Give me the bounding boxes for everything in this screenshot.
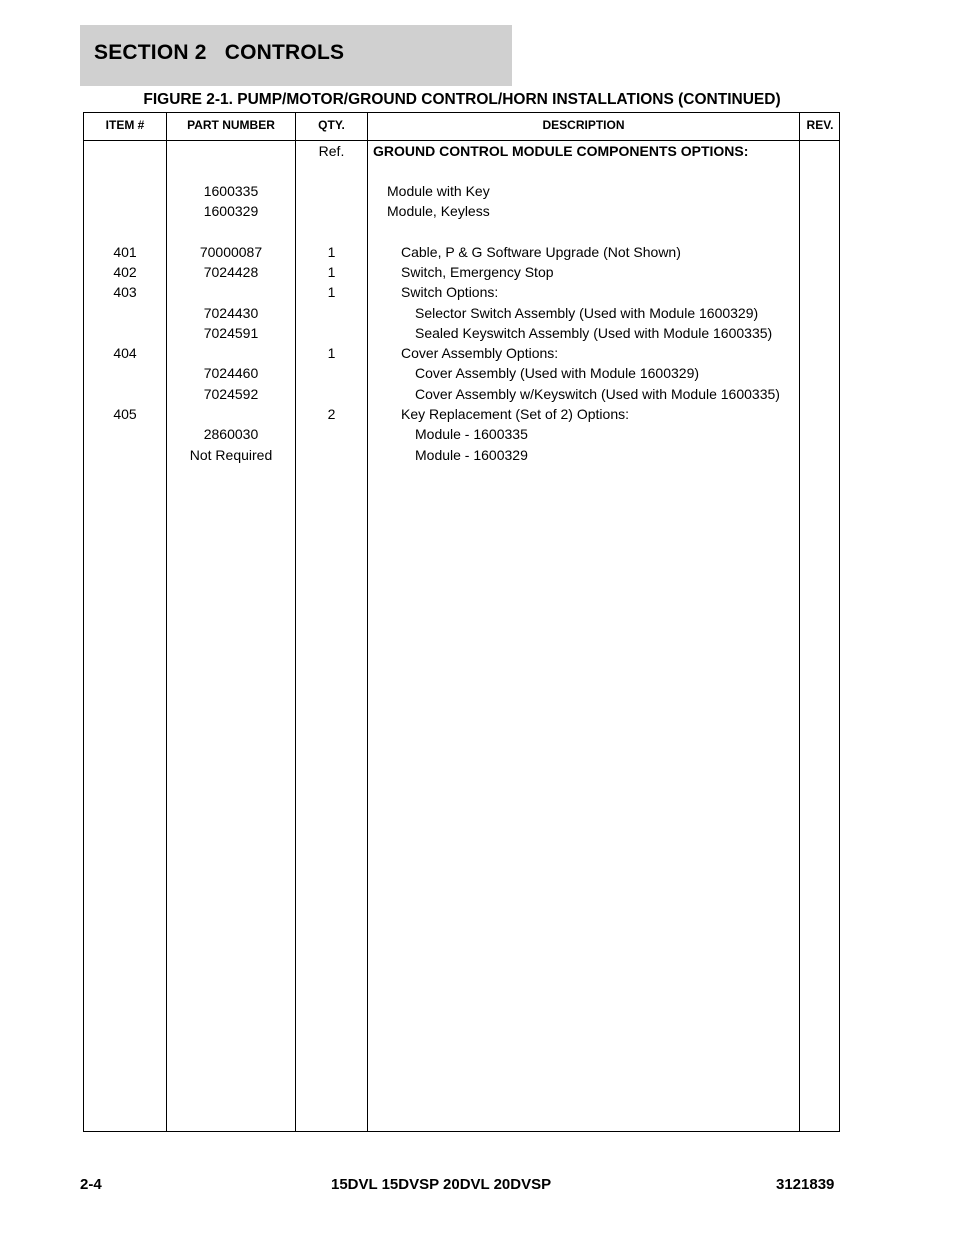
part-number-cell: 7024460 — [203, 365, 259, 381]
part-number-cell: 1600329 — [203, 203, 259, 219]
description-cell: Cover Assembly w/Keyswitch (Used with Module 1600335) — [415, 386, 780, 402]
model-list: 15DVL 15DVSP 20DVL 20DVSP — [331, 1176, 552, 1193]
description-cell: Module - 1600335 — [415, 426, 528, 442]
part-number-cell: 2860030 — [203, 426, 259, 442]
qty-cell: 2 — [327, 406, 336, 422]
part-number-cell: 7024592 — [203, 386, 259, 402]
page-number: 2-4 — [80, 1176, 102, 1193]
figure-title: FIGURE 2-1. PUMP/MOTOR/GROUND CONTROL/HORN INSTALLATIONS (CONTINUED) — [143, 91, 781, 108]
qty-cell: 1 — [327, 244, 336, 260]
section-title: SECTION 2 CONTROLS — [94, 41, 345, 64]
part-number-cell: 1600335 — [203, 183, 259, 199]
table-row — [84, 282, 839, 302]
item-cell: 402 — [113, 264, 137, 280]
table-row — [84, 445, 839, 465]
table-row — [84, 424, 839, 444]
description-cell: Module - 1600329 — [415, 447, 528, 463]
description-cell: Cover Assembly Options: — [401, 345, 559, 361]
qty-cell: 1 — [327, 284, 336, 300]
description-cell: Switch, Emergency Stop — [401, 264, 554, 280]
part-number-cell: 7024591 — [203, 325, 259, 341]
item-cell: 401 — [113, 244, 137, 260]
description-cell: Key Replacement (Set of 2) Options: — [401, 406, 629, 422]
table-row — [84, 141, 839, 161]
header-qty: QTY. — [318, 118, 345, 132]
description-cell: Switch Options: — [401, 284, 499, 300]
table-row — [84, 384, 839, 404]
qty-cell: 1 — [327, 264, 336, 280]
description-cell: Cable, P & G Software Upgrade (Not Shown) — [401, 244, 681, 260]
parts-table — [83, 112, 840, 1132]
document-number: 3121839 — [776, 1176, 835, 1193]
header-part-number: PART NUMBER — [187, 118, 275, 132]
qty-cell: Ref. — [318, 143, 345, 159]
table-row — [84, 181, 839, 201]
part-number-cell: 7024430 — [203, 305, 259, 321]
table-row — [84, 404, 839, 424]
table-row — [84, 201, 839, 221]
part-number-cell: 7024428 — [203, 264, 259, 280]
part-number-cell: Not Required — [189, 447, 273, 463]
item-cell: 405 — [113, 406, 137, 422]
table-row — [84, 363, 839, 383]
description-cell: Cover Assembly (Used with Module 1600329) — [415, 365, 700, 381]
header-description: DESCRIPTION — [542, 118, 625, 132]
table-row — [84, 323, 839, 343]
description-cell: Sealed Keyswitch Assembly (Used with Module 1600335) — [415, 325, 773, 341]
table-row — [84, 262, 839, 282]
item-cell: 404 — [113, 345, 137, 361]
table-row — [84, 343, 839, 363]
description-cell: Module with Key — [387, 183, 490, 199]
table-row — [84, 242, 839, 262]
table-row — [84, 303, 839, 323]
description-cell: Selector Switch Assembly (Used with Module 1600329) — [415, 305, 759, 321]
qty-cell: 1 — [327, 345, 336, 361]
header-item: ITEM # — [105, 118, 145, 132]
part-number-cell: 70000087 — [199, 244, 263, 260]
description-cell: GROUND CONTROL MODULE COMPONENTS OPTIONS: — [373, 143, 749, 159]
header-rev: REV. — [806, 118, 834, 132]
description-cell: Module, Keyless — [387, 203, 490, 219]
item-cell: 403 — [113, 284, 137, 300]
